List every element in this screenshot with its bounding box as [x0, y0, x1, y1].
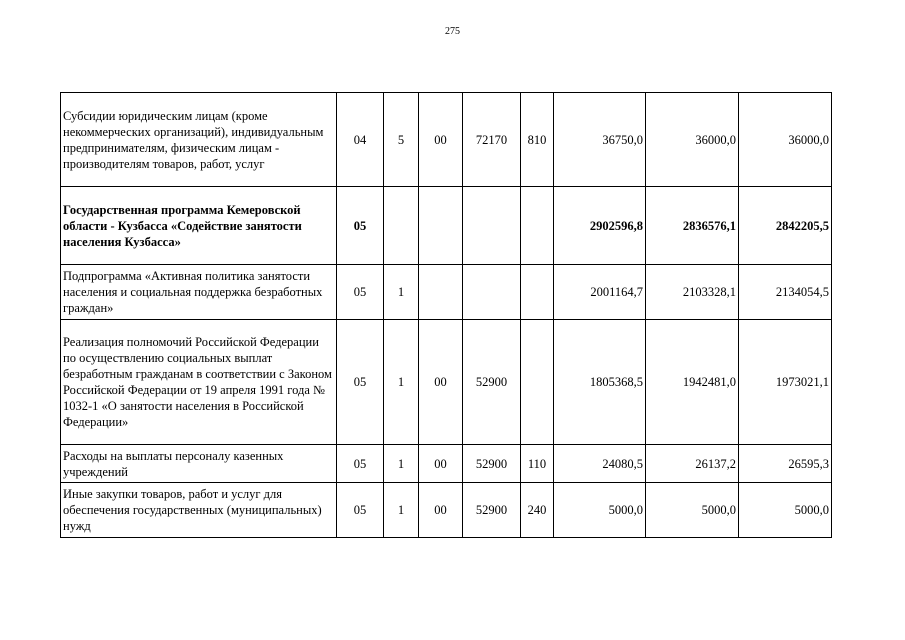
cell-amount-2: 26137,2 [646, 445, 739, 483]
cell-main-event: 00 [419, 445, 463, 483]
cell-expense-kind: 240 [521, 483, 554, 538]
cell-subprogram: 5 [384, 93, 419, 187]
cell-amount-2: 5000,0 [646, 483, 739, 538]
cell-direction: 72170 [463, 93, 521, 187]
table-row [61, 187, 832, 265]
budget-table [60, 92, 832, 538]
cell-expense-kind: 810 [521, 93, 554, 187]
cell-main-event: 00 [419, 483, 463, 538]
cell-main-event [419, 265, 463, 320]
cell-name: Реализация полномочий Российской Федерации по осуществлению социальных выплат безработным гражданам в соответствии с Законом Российской Федерации от 19 апреля 1991 года № 1032-1 «О занятости населения в Российской Федерации» [61, 320, 337, 445]
cell-direction: 52900 [463, 320, 521, 445]
cell-direction [463, 265, 521, 320]
cell-name: Расходы на выплаты персоналу казенных учреждений [61, 445, 337, 483]
table-row [61, 445, 832, 483]
cell-main-event [419, 187, 463, 265]
cell-subprogram: 1 [384, 265, 419, 320]
cell-amount-1: 2001164,7 [554, 265, 646, 320]
cell-program: 05 [337, 320, 384, 445]
page-number: 275 [445, 26, 460, 37]
cell-amount-3: 5000,0 [739, 483, 832, 538]
cell-amount-2: 2836576,1 [646, 187, 739, 265]
table-row [61, 265, 832, 320]
cell-amount-2: 36000,0 [646, 93, 739, 187]
cell-program: 05 [337, 187, 384, 265]
cell-subprogram: 1 [384, 320, 419, 445]
cell-name: Иные закупки товаров, работ и услуг для обеспечения государственных (муниципальных) нужд [61, 483, 337, 538]
cell-expense-kind: 110 [521, 445, 554, 483]
cell-amount-2: 2103328,1 [646, 265, 739, 320]
cell-amount-1: 2902596,8 [554, 187, 646, 265]
cell-program: 05 [337, 483, 384, 538]
cell-name: Государственная программа Кемеровской области - Кузбасса «Содействие занятости населения Кузбасса» [61, 187, 337, 265]
cell-name: Подпрограмма «Активная политика занятости населения и социальная поддержка безработных граждан» [61, 265, 337, 320]
cell-amount-1: 5000,0 [554, 483, 646, 538]
cell-amount-1: 1805368,5 [554, 320, 646, 445]
cell-name: Субсидии юридическим лицам (кроме некоммерческих организаций), индивидуальным предпринимателям, физическим лицам - производителям товаров, работ, услуг [61, 93, 337, 187]
cell-expense-kind [521, 187, 554, 265]
cell-main-event: 00 [419, 93, 463, 187]
cell-expense-kind [521, 320, 554, 445]
cell-amount-2: 1942481,0 [646, 320, 739, 445]
table-row [61, 320, 832, 445]
cell-amount-3: 1973021,1 [739, 320, 832, 445]
cell-subprogram: 1 [384, 445, 419, 483]
cell-amount-3: 26595,3 [739, 445, 832, 483]
table-body [61, 93, 832, 538]
cell-program: 05 [337, 265, 384, 320]
cell-direction: 52900 [463, 445, 521, 483]
table-row [61, 483, 832, 538]
cell-amount-3: 2842205,5 [739, 187, 832, 265]
cell-direction: 52900 [463, 483, 521, 538]
cell-program: 05 [337, 445, 384, 483]
cell-amount-1: 36750,0 [554, 93, 646, 187]
cell-amount-3: 2134054,5 [739, 265, 832, 320]
cell-amount-3: 36000,0 [739, 93, 832, 187]
cell-program: 04 [337, 93, 384, 187]
cell-main-event: 00 [419, 320, 463, 445]
table-row [61, 93, 832, 187]
cell-subprogram: 1 [384, 483, 419, 538]
cell-subprogram [384, 187, 419, 265]
cell-amount-1: 24080,5 [554, 445, 646, 483]
cell-expense-kind [521, 265, 554, 320]
cell-direction [463, 187, 521, 265]
